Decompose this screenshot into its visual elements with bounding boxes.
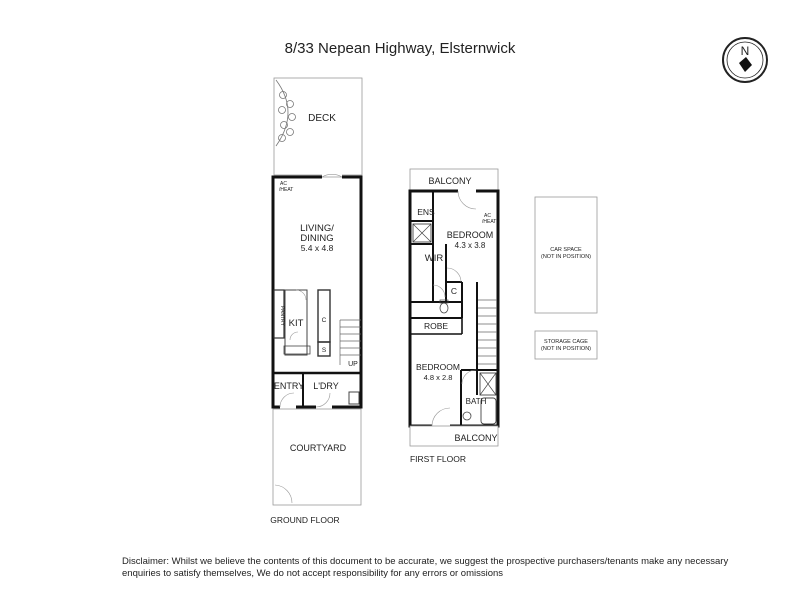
- toilet-icon: [440, 303, 448, 313]
- storage-label-2: (NOT IN POSITION): [540, 346, 592, 352]
- bath-label: BATH: [465, 397, 487, 406]
- bedroom2-label: BEDROOM: [416, 362, 460, 372]
- first-floor-caption: FIRST FLOOR: [409, 454, 467, 464]
- first-floor-walls: [410, 191, 498, 426]
- entry-label: ENTRY: [273, 381, 305, 391]
- pantry-label: PANTRY: [279, 306, 285, 326]
- first-stairs: [478, 300, 497, 364]
- car-space-label-2: (NOT IN POSITION): [540, 254, 592, 260]
- gf-store-label: S: [321, 347, 327, 354]
- car-space-label-1: CAR SPACE: [550, 247, 582, 253]
- storage-label-1: STORAGE CAGE: [544, 339, 588, 345]
- ensuite-label: ENS: [417, 207, 435, 217]
- bedroom2-size: 4.8 x 2.8: [423, 373, 453, 382]
- ground-floor-caption: GROUND FLOOR: [270, 515, 340, 525]
- living-size: 5.4 x 4.8: [300, 243, 334, 253]
- storage-cage: [535, 331, 597, 359]
- living-label-2: DINING: [300, 233, 334, 244]
- robe-label: ROBE: [423, 321, 449, 331]
- laundry-tub: [349, 392, 359, 404]
- ground-stairs: [340, 320, 361, 365]
- top-balcony-label: BALCONY: [428, 176, 472, 186]
- wir-label: WIR: [424, 253, 444, 264]
- kitchen-label: KIT: [288, 318, 304, 329]
- ff-ac-label: AC: [484, 213, 491, 219]
- bedroom1-size: 4.3 x 3.8: [454, 241, 486, 250]
- deck-label: DECK: [308, 113, 336, 124]
- living-label-1: LIVING/: [300, 223, 334, 234]
- bedroom1-label: BEDROOM: [446, 230, 494, 240]
- stairs-up-label: UP: [348, 361, 358, 368]
- courtyard-area: [273, 409, 361, 505]
- gf-heat-label: /HEAT: [279, 187, 294, 193]
- courtyard-label: COURTYARD: [289, 443, 347, 453]
- plan-title: 8/33 Nepean Highway, Elsternwick: [284, 40, 516, 57]
- compass-letter: N: [740, 44, 750, 58]
- gf-cupboard-label: C: [321, 317, 327, 324]
- bottom-balcony-label: BALCONY: [454, 433, 498, 443]
- laundry-label: L'DRY: [313, 381, 339, 391]
- kitchen-island: [318, 290, 330, 342]
- ff-heat-label: /HEAT: [482, 219, 497, 225]
- ground-floor: [273, 78, 362, 505]
- compass-icon: [723, 38, 767, 82]
- disclaimer-text: Disclaimer: Whilst we believe the contents of this document to be accurate, we suggest the prospective purchasers/tenants make any necessary enquiries to satisfy themselves, We do not accept responsibility for any errors or omissions: [122, 556, 729, 579]
- gf-ac-label: AC: [280, 181, 287, 187]
- bath-toilet-icon: [463, 412, 471, 420]
- ff-cupboard-label: C: [450, 286, 458, 296]
